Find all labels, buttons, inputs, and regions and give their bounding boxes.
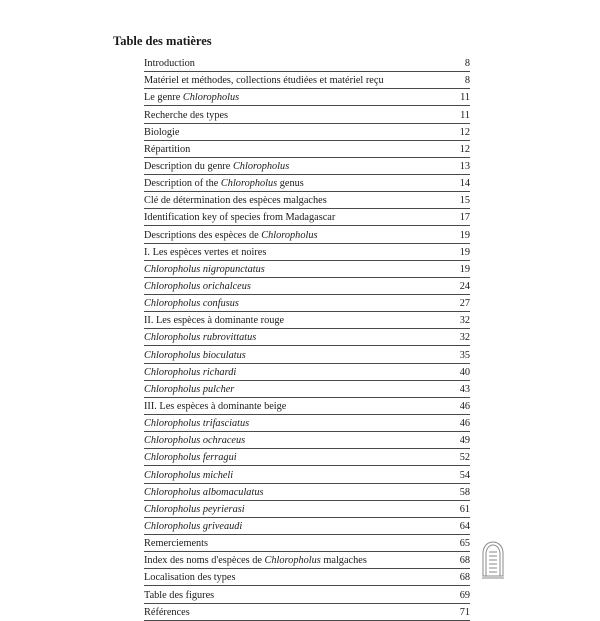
toc-entry-page: 11	[460, 109, 470, 121]
toc-row	[144, 175, 470, 192]
toc-entry-page: 13	[459, 160, 470, 172]
toc-row	[144, 449, 470, 466]
toc-title-italic-segment: Chloropholus	[232, 160, 290, 172]
toc-entry-page: 19	[459, 229, 470, 241]
toc-entry-title	[144, 470, 450, 482]
toc-entry-page: 65	[459, 538, 470, 550]
toc-row	[144, 569, 470, 586]
toc-entry-page: 58	[459, 486, 470, 498]
toc-entry-page: 46	[459, 400, 470, 412]
toc-entry-title	[144, 572, 450, 584]
toc-title-segment: Table des figures	[144, 589, 215, 601]
toc-row	[144, 55, 470, 72]
toc-row	[144, 415, 470, 432]
toc-row	[144, 604, 470, 621]
toc-row	[144, 141, 470, 158]
toc-entry-page: 12	[459, 143, 470, 155]
toc-entry-page: 71	[459, 606, 470, 618]
toc-entry-title	[144, 332, 450, 344]
toc-entry-page: 17	[459, 212, 470, 224]
toc-entry-page: 8	[464, 58, 470, 70]
toc-title-italic-segment: Chloropholus rubrovittatus	[144, 332, 257, 344]
toc-entry-page: 19	[459, 246, 470, 258]
toc-title-segment: Descriptions des espèces de	[144, 229, 262, 241]
toc-entry-title	[144, 487, 450, 499]
toc-entry-title	[144, 298, 450, 310]
toc-entry-page: 12	[459, 126, 470, 138]
toc-entry-title	[144, 212, 450, 224]
toc-entry-title	[144, 264, 450, 276]
toc-entry-page: 15	[459, 195, 470, 207]
toc-title-segment: Index des noms d'espèces de	[144, 555, 265, 567]
toc-title-italic-segment: Chloropholus	[182, 92, 240, 104]
toc-entry-page: 8	[464, 75, 470, 87]
toc-row	[144, 278, 470, 295]
toc-title-italic-segment: Chloropholus	[264, 555, 321, 567]
toc-entry-title	[144, 521, 450, 533]
toc-entry-page: 64	[459, 520, 470, 532]
toc-title-segment: Description of the	[144, 178, 221, 190]
toc-title-segment: Le genre	[144, 92, 183, 104]
toc-entry-title	[144, 350, 450, 362]
toc-title-italic-segment: Chloropholus orichalceus	[144, 280, 251, 292]
toc-title-italic-segment: Chloropholus trifasciatus	[144, 418, 250, 430]
table-of-contents	[144, 55, 470, 621]
toc-row	[144, 364, 470, 381]
toc-entry-page: 27	[459, 298, 470, 310]
toc-entry-title	[144, 195, 450, 207]
toc-row	[144, 209, 470, 226]
publisher-emblem-icon	[480, 540, 506, 580]
toc-entry-title	[144, 504, 450, 516]
toc-entry-title	[144, 555, 450, 567]
toc-entry-title	[144, 281, 450, 293]
toc-entry-title	[144, 127, 450, 139]
toc-title-italic-segment: Chloropholus	[261, 229, 318, 241]
toc-row	[144, 312, 470, 329]
toc-row	[144, 518, 470, 535]
toc-entry-title	[144, 58, 450, 70]
toc-entry-page: 68	[459, 555, 470, 567]
toc-entry-title	[144, 230, 450, 242]
toc-title-italic-segment: Chloropholus peyrierasi	[144, 503, 245, 515]
toc-title-italic-segment: Chloropholus ochraceus	[144, 435, 246, 447]
toc-entry-title	[144, 110, 450, 122]
toc-entry-title	[144, 75, 450, 87]
toc-title-segment: malgaches	[320, 555, 367, 567]
toc-title-italic-segment: Chloropholus confusus	[144, 298, 239, 310]
toc-title-italic-segment: Chloropholus nigropunctatus	[144, 263, 265, 275]
toc-entry-page: 35	[459, 349, 470, 361]
toc-row	[144, 329, 470, 346]
toc-entry-title	[144, 247, 450, 259]
toc-entry-page: 43	[459, 383, 470, 395]
toc-title-segment: Remerciements	[144, 538, 209, 550]
toc-row	[144, 466, 470, 483]
toc-row	[144, 244, 470, 261]
toc-title-segment: genus	[277, 178, 304, 190]
toc-row	[144, 124, 470, 141]
toc-entry-title	[144, 92, 450, 104]
toc-entry-page: 69	[459, 589, 470, 601]
toc-title-italic-segment: Chloropholus griveaudi	[144, 520, 243, 532]
toc-row	[144, 226, 470, 243]
toc-title-italic-segment: Chloropholus ferragui	[144, 452, 237, 464]
toc-row	[144, 535, 470, 552]
toc-row	[144, 586, 470, 603]
toc-row	[144, 192, 470, 209]
toc-row	[144, 484, 470, 501]
toc-title-italic-segment: Chloropholus	[220, 178, 278, 190]
toc-title-segment: Matériel et méthodes, collections étudiées et matériel reçu	[144, 75, 384, 87]
toc-row	[144, 432, 470, 449]
toc-entry-page: 40	[459, 366, 470, 378]
toc-entry-title	[144, 538, 450, 550]
toc-entry-page: 49	[459, 435, 470, 447]
toc-row	[144, 106, 470, 123]
toc-title-italic-segment: Chloropholus albomaculatus	[144, 486, 264, 498]
toc-title-segment: Clé de détermination des espèces malgaches	[144, 195, 327, 207]
toc-entry-title	[144, 452, 450, 464]
toc-row	[144, 346, 470, 363]
toc-row	[144, 381, 470, 398]
toc-title-italic-segment: Chloropholus pulcher	[144, 383, 235, 395]
toc-entry-page: 68	[459, 572, 470, 584]
toc-entry-title	[144, 401, 450, 413]
toc-title-segment: III. Les espèces à dominante beige	[144, 400, 287, 412]
toc-entry-page: 11	[460, 92, 470, 104]
toc-entry-page: 14	[459, 178, 470, 190]
toc-entry-page: 46	[459, 418, 470, 430]
toc-entry-page: 61	[459, 503, 470, 515]
toc-title-segment: I. Les espèces vertes et noires	[144, 246, 267, 258]
toc-title-segment: Répartition	[144, 143, 191, 155]
toc-entry-title	[144, 435, 450, 447]
toc-entry-page: 32	[459, 332, 470, 344]
toc-row	[144, 72, 470, 89]
toc-row	[144, 552, 470, 569]
toc-entry-page: 24	[459, 280, 470, 292]
toc-entry-title	[144, 418, 450, 430]
toc-title-segment: Recherche des types	[144, 109, 229, 121]
toc-row	[144, 158, 470, 175]
page-title: Table des matières	[113, 34, 212, 48]
toc-row	[144, 261, 470, 278]
toc-entry-title	[144, 315, 450, 327]
toc-title-italic-segment: Chloropholus micheli	[144, 469, 234, 481]
toc-entry-page: 32	[459, 315, 470, 327]
toc-entry-title	[144, 384, 450, 396]
toc-title-italic-segment: Chloropholus richardi	[144, 366, 237, 378]
toc-entry-title	[144, 367, 450, 379]
toc-title-segment: Identification key of species from Madagascar	[144, 212, 336, 224]
toc-entry-page: 19	[459, 263, 470, 275]
toc-entry-title	[144, 178, 450, 190]
toc-row	[144, 501, 470, 518]
toc-title-segment: Références	[144, 606, 190, 618]
toc-entry-page: 52	[459, 452, 470, 464]
toc-row	[144, 89, 470, 106]
toc-entry-title	[144, 144, 450, 156]
toc-title-segment: Introduction	[144, 58, 195, 70]
toc-title-segment: Biologie	[144, 126, 180, 138]
toc-entry-title	[144, 161, 450, 173]
toc-entry-title	[144, 607, 450, 619]
toc-row	[144, 295, 470, 312]
toc-row	[144, 398, 470, 415]
toc-title-segment: Localisation des types	[144, 572, 236, 584]
toc-title-italic-segment: Chloropholus bioculatus	[144, 349, 246, 361]
toc-title-segment: II. Les espèces à dominante rouge	[144, 315, 285, 327]
toc-entry-page: 54	[459, 469, 470, 481]
toc-title-segment: Description du genre	[144, 160, 233, 172]
